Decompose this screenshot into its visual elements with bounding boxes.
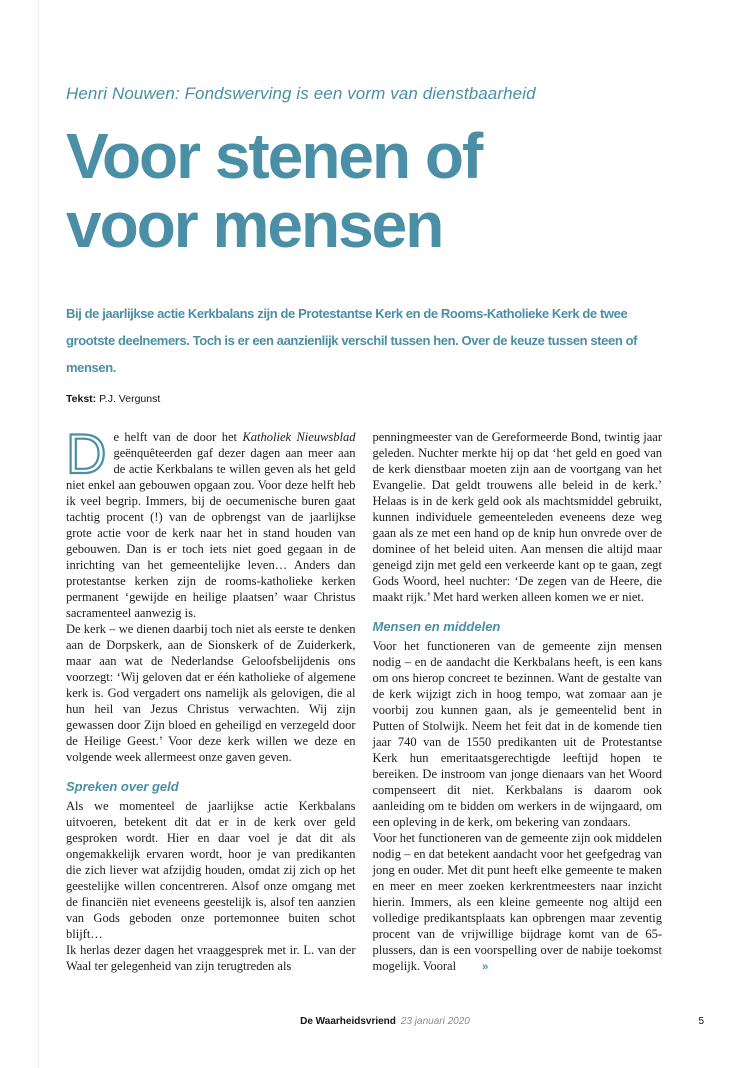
page-edge-line: [38, 0, 39, 1068]
italic-text: Katholiek Nieuwsblad: [242, 430, 356, 444]
section-subheading: Mensen en middelen: [372, 619, 501, 634]
body-paragraph: [66, 422, 356, 621]
magazine-name: De Waarheidsvriend: [300, 1016, 396, 1027]
byline: [66, 393, 662, 405]
issue-date: 23 januari 2020: [400, 1016, 470, 1027]
right-column: [373, 429, 663, 975]
page-footer: [66, 1016, 704, 1027]
footer-imprint: [66, 1016, 704, 1027]
text-run: e helft van de door het: [113, 430, 243, 444]
title-line-2: voor mensen: [66, 189, 443, 261]
text-run: Voor het functioneren van de gemeente zijn ook middelen nodig – en dat betekent aandacht voor het geefgedrag van jong en ouder. Met dit punt heeft elke gemeente te maken en meer en meer zoeken kerkrentmeesters naar inzicht hierin. Immers, als een kleine gemeente nog altijd een volledige predikantsplaats kan opbrengen maar zeventig procent van de vrijwillige bijdrage komt van de 65-plussers, dan is een voorspelling over de nabije toekomst mogelijk. Vooral: [372, 831, 662, 973]
body-paragraph: [66, 942, 356, 974]
body-paragraph: [373, 638, 663, 830]
left-column: [66, 422, 356, 975]
article-body: [66, 422, 662, 975]
kicker: Henri Nouwen: Fondswerving is een vorm van dienstbaarheid: [66, 84, 536, 103]
text-run: geënquêteerden gaf dezer dagen aan meer aan de actie Kerkbalans te willen geven als het geld niet enkel aan gebouwen opgaan zou. Voor deze helft heb ik veel begrip. Immers, bij de oecumenische buren gaat tachtig procent (!) van de opbrengst van de jaarlijkse grote actie voor de kerk naar het in stand houden van gebouwen. Dan is er toch iets niet goed gegaan in de inrichting van het gemeentelijke leven… Anders dan protestantse kerken zijn de rooms-katholieke kerken permanent ‘gewijde en heilige plaatsen’ waar Christus sacramenteel aanwezig is.: [66, 446, 356, 620]
text-run: Als we momenteel de jaarlijkse actie Kerkbalans uitvoeren, betekent dit dat er in de kerk over geld gesproken wordt. Hier en daar voel je dat dit als ongemakkelijk ervaren wordt, hoor je van predikanten die zich liever wat afzijdig houden, omdat zij zich op het geestelijke willen concentreren. Alsof onze omgang met de financiën niet eveneens geestelijk is, alsof ten aanzien van Gods geboden onze portemonnee buiten schot blijft…: [66, 799, 356, 941]
intro-paragraph: Bij de jaarlijkse actie Kerkbalans zijn de Protestantse Kerk en de Rooms-Katholieke Kerk de twee grootste deelnemers. Toch is er een aanzienlijk verschil tussen hen. Over de keuze tussen steen of mensen.: [66, 306, 638, 375]
text-run: penningmeester van de Gereformeerde Bond, twintig jaar geleden. Nuchter merkte hij op dat ‘het geld en goed van de kerk dienstbaar moeten zijn aan de voortgang van het Evangelie. Dat geldt trouwens alle beleid in de kerk.’ Helaas is in de kerk geld ook als machtsmiddel gebruikt, kunnen individuele gemeenteleden eveneens deze weg gaan als ze met een hand op de knip hun onvrede over de dominee of het beleid uiten. Aan mensen die altijd maar geneigd zijn met geld een verkeerde kant op te gaan, zegt Gods Woord, heel nuchter: ‘De zegen van de Heere, die maakt rijk.’ Met hard werken alleen komen we er niet.: [372, 430, 662, 604]
section-subheading: Spreken over geld: [66, 779, 179, 794]
dropcap-letter: D: [66, 422, 107, 485]
body-paragraph: [66, 798, 356, 942]
body-paragraph: [66, 621, 356, 765]
body-paragraph: [373, 429, 663, 605]
byline-label: Tekst:: [66, 393, 97, 405]
byline-name: P.J. Vergunst: [99, 393, 161, 405]
title-line-1: Voor stenen of: [66, 120, 482, 192]
continuation-icon: »: [482, 961, 489, 973]
page-number: 5: [698, 1016, 704, 1027]
text-run: Ik herlas dezer dagen het vraaggesprek met ir. L. van der Waal ter gelegenheid van zijn terugtreden als: [66, 943, 356, 973]
text-run: Voor het functioneren van de gemeente zijn mensen nodig – en de aandacht die Kerkbalans heeft, is een kans om ons hierop concreet te bezinnen. Want de gestalte van de kerk wijzigt zich in hoog tempo, wat zomaar aan je voorbij zou kunnen gaan, als je gemeentelid bent in Putten of Stolwijk. Neem het feit dat in de komende tien jaar 740 van de 1550 predikanten uit de Protestantse Kerk hun emeritaatsgerechtigde leeftijd hopen te bereiken. De instroom van jonge dienaars van het Woord compenseert dit niet. Kerkbalans is daarom ook aanleiding om te bidden om werkers in de wijngaard, om een opleving in de kerk, om bekering van zondaars.: [372, 639, 662, 829]
text-run: De kerk – we dienen daarbij toch niet als eerste te denken aan de Dorpskerk, aan de Sionskerk of de Zuiderkerk, maar aan wat de Nederlandse Geloofsbelijdenis ons voorzegt: ‘Wij geloven dat er één katholieke of algemene kerk is. God vergadert ons namelijk als gelovigen, die al hun heil van Jezus Christus verwachten. Wij zijn gewassen door Zijn bloed en geheiligd en verzegeld door de Heilige Geest.’ Voor deze kerk willen we deze en volgende week allermeest onze gaven geven.: [66, 622, 356, 764]
article-title: [66, 122, 662, 260]
body-paragraph: [373, 830, 663, 975]
